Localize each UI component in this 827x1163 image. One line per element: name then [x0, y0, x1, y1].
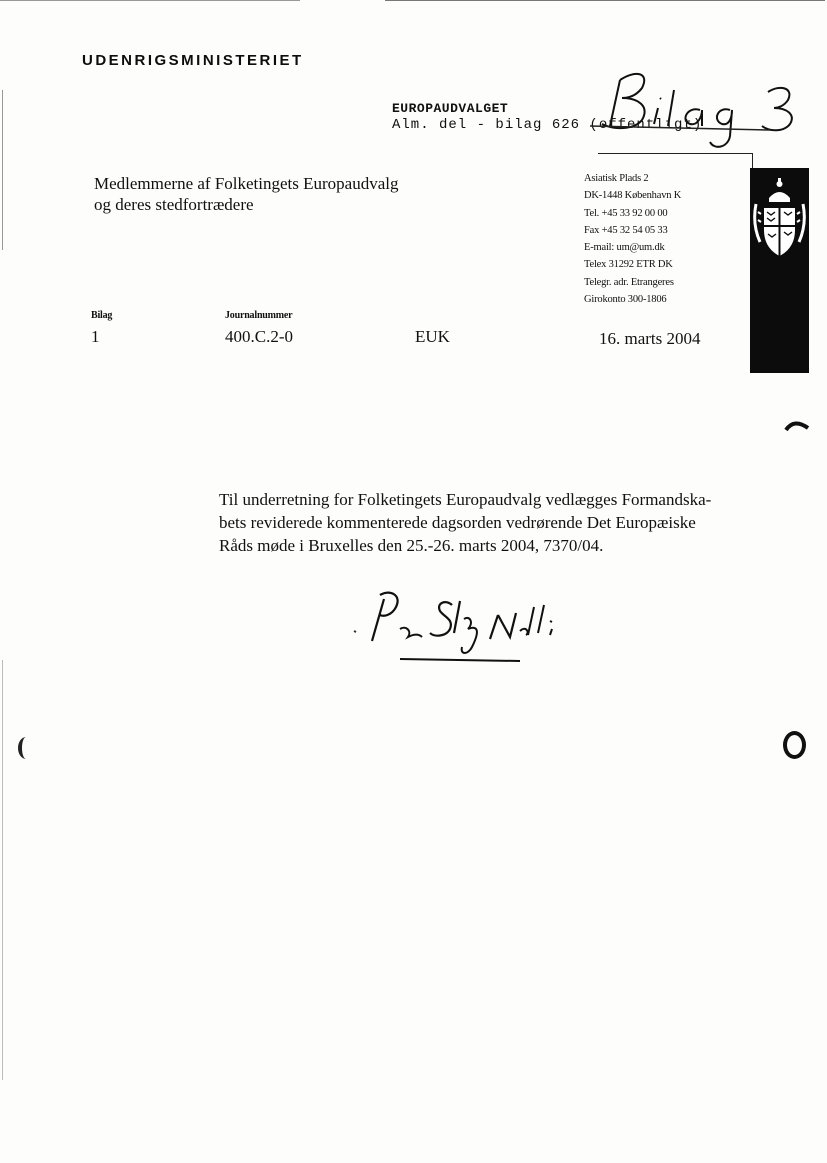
address-line: E-mail: um@um.dk — [584, 242, 665, 254]
letter-date: 16. marts 2004 — [599, 329, 701, 348]
stamp-line: Alm. del - bilag 626 (offentligt) — [392, 117, 703, 133]
body-line-1: Til underretning for Folketingets Europaudvalg vedlægges Formandska- — [219, 490, 712, 509]
address-line: Asiatisk Plads 2 — [584, 173, 649, 184]
letter-body — [219, 488, 739, 557]
office-code: EUK — [415, 327, 450, 346]
body-line-2: bets reviderede kommenterede dagsorden vedrørende Det Europæiske — [219, 513, 696, 532]
top-edge-line — [0, 0, 300, 1]
address-top-rule — [598, 153, 753, 154]
recipient-line-2: og deres stedfortrædere — [94, 195, 254, 214]
bilag-label: Bilag — [91, 310, 113, 321]
stamp-title: EUROPAUDVALGET — [392, 101, 509, 116]
journal-label: Journalnummer — [225, 310, 293, 321]
handwritten-bilag-annotation — [590, 62, 820, 157]
address-block — [584, 170, 681, 308]
journal-value: 400.C.2-0 — [225, 327, 293, 346]
royal-crest-bar — [750, 168, 809, 373]
ministry-name: UDENRIGSMINISTERIET — [82, 52, 304, 69]
address-line: Girokonto 300-1806 — [584, 294, 667, 306]
scan-mark-left-hole — [18, 737, 34, 759]
scan-mark-corner — [784, 418, 810, 434]
coat-of-arms-icon — [750, 168, 809, 278]
recipient-line-1: Medlemmerne af Folketingets Europaudvalg — [94, 174, 399, 193]
address-line: Telegr. adr. Etrangeres — [584, 276, 674, 288]
handwritten-signature — [350, 585, 570, 670]
bilag-value: 1 — [91, 327, 100, 346]
recipient-block — [94, 173, 399, 215]
address-line: Telex 31292 ETR DK — [584, 259, 673, 271]
body-line-3: Råds møde i Bruxelles den 25.-26. marts 2004, 7370/04. — [219, 536, 604, 555]
address-line: Tel. +45 33 92 00 00 — [584, 207, 668, 219]
left-edge-line-lower — [2, 660, 3, 1080]
left-edge-line — [2, 90, 3, 250]
address-line: DK-1448 København K — [584, 190, 682, 202]
top-edge-line-right — [385, 0, 825, 1]
scan-mark-punch-hole — [783, 731, 806, 759]
address-line: Fax +45 32 54 05 33 — [584, 224, 668, 236]
